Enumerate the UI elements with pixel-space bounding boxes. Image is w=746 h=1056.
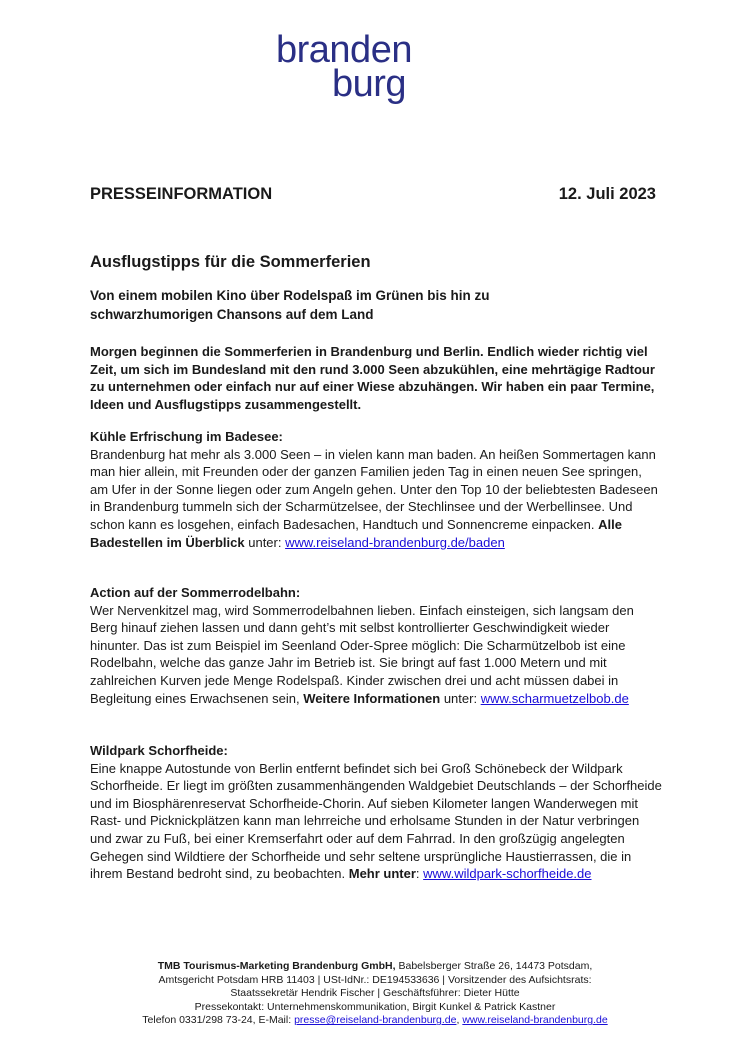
page-footer [80, 960, 670, 1028]
logo-line-1: branden [276, 29, 412, 71]
wildpark-link[interactable]: www.wildpark-schorfheide.de [423, 866, 592, 882]
section-body [90, 760, 662, 883]
footer-company: TMB Tourismus-Marketing Brandenburg GmbH, [157, 960, 396, 972]
section-body [90, 602, 662, 708]
footer-line-1 [80, 960, 670, 974]
brandenburg-logo [276, 30, 476, 115]
website-link[interactable]: www.reiseland-brandenburg.de [462, 1014, 608, 1027]
footer-line-2: Amtsgericht Potsdam HRB 11403 | USt-IdNr.: DE194533636 | Vorsitzender des Aufsichtsrats: [158, 973, 592, 986]
document-header [90, 185, 656, 204]
section-bold-callout: Alle Badestellen im Überblick [90, 516, 622, 550]
logo-line-2: burg [332, 63, 407, 105]
document-type-label: PRESSEINFORMATION [90, 185, 273, 203]
badestellen-link[interactable]: www.reiseland-brandenburg.de/baden [285, 534, 505, 550]
footer-line-4: Pressekontakt: Unternehmenskommunikation, Birgit Kunkel & Patrick Kastner [194, 1000, 556, 1013]
section-bold-callout: Mehr unter [348, 866, 416, 882]
section-tail: unter: [244, 534, 286, 550]
footer-separator: , [456, 1014, 463, 1027]
section-heading: Kühle Erfrischung im Badesee: [90, 429, 283, 444]
section-bold-callout: Weitere Informationen [303, 690, 441, 706]
footer-phone: Telefon 0331/298 73-24, E-Mail: [142, 1014, 295, 1027]
section-badesee [90, 428, 662, 551]
section-sommerrodelbahn [90, 584, 662, 707]
footer-line-5 [80, 1014, 670, 1028]
page-subtitle: Von einem mobilen Kino über Rodelspaß im Grünen bis hin zu schwarzhumorigen Chansons auf dem Land [90, 288, 490, 322]
lead-paragraph: Morgen beginnen die Sommerferien in Brandenburg und Berlin. Endlich wieder richtig viel Zeit, um sich im Bundesland mit den rund 3.000 Seen abzukühlen, eine mehrtägige Radtour zu unternehmen oder einfach nur auf einer Wiese abzuhängen. Wir haben ein paar Termine, Ideen und Ausflugstipps zusammengestellt. [90, 344, 655, 412]
section-text: Wer Nervenkitzel mag, wird Sommerrodelbahnen lieben. Einfach einsteigen, sich langsam den Berg hinauf ziehen lassen und dann geht’s mit selbst kontrollierter Geschwindigkeit wieder hinunter. Das ist zum Beispiel im Seenland Oder-Spree möglich: Die Scharmützelbob ist eine Rodelbahn, welche das ganze Jahr im Betrieb ist. Sie bringt auf fast 1.000 Metern und mit zahlreichen Kurven jede Menge Rodelspaß. Kinder zwischen drei und acht müssen dabei in Begleitung eines Erwachsenen sein, [90, 602, 634, 706]
section-text: Brandenburg hat mehr als 3.000 Seen – in vielen kann man baden. An heißen Sommertagen kann man hier allein, mit Freunden oder der ganzen Familien jeden Tag in einen neuen See springen, am Ufer in der Sonne liegen oder zum Angeln gehen. Unter den Top 10 der beliebtesten Badeseen in Brandenburg tummeln sich der Scharmützelsee, der Stechlinsee und der Werbellinsee. Und schon kann es losgehen, einfach Badesachen, Handtuch und Sonnencreme einpacken. [90, 446, 658, 532]
footer-address: Babelsberger Straße 26, 14473 Potsdam, [395, 960, 593, 972]
section-heading: Wildpark Schorfheide: [90, 743, 228, 758]
section-tail: unter: [440, 690, 481, 706]
document-date: 12. Juli 2023 [558, 185, 656, 203]
footer-line-3: Staatssekretär Hendrik Fischer | Geschäftsführer: Dieter Hütte [230, 987, 520, 1000]
section-tail: : [415, 866, 424, 882]
page-title: Ausflugstipps für die Sommerferien [90, 253, 371, 271]
section-body [90, 446, 662, 552]
scharmuetzelbob-link[interactable]: www.scharmuetzelbob.de [480, 690, 629, 706]
section-wildpark [90, 742, 662, 883]
section-heading: Action auf der Sommerrodelbahn: [90, 585, 301, 600]
press-email-link[interactable]: presse@reiseland-brandenburg.de [294, 1014, 457, 1027]
section-text: Eine knappe Autostunde von Berlin entfernt befindet sich bei Groß Schönebeck der Wildpark Schorfheide. Er liegt im größten zusammenhängenden Waldgebiet Deutschlands – der Schorfheide und im Biosphärenreservat Schorfheide-Chorin. Auf sieben Kilometer langen Wanderwegen mit Rast- und Picknickplätzen kann man lehrreiche und erholsame Stunden in der Natur verbringen und zwar zu Fuß, bei einer Kremserfahrt oder auf dem Fahrrad. In den großzügig angelegten Gehegen sind Wildtiere der Schorfheide und sehr seltene ursprüngliche Haustierrassen, die in ihrem Bestand bedroht sind, zu beobachten. [90, 760, 662, 882]
